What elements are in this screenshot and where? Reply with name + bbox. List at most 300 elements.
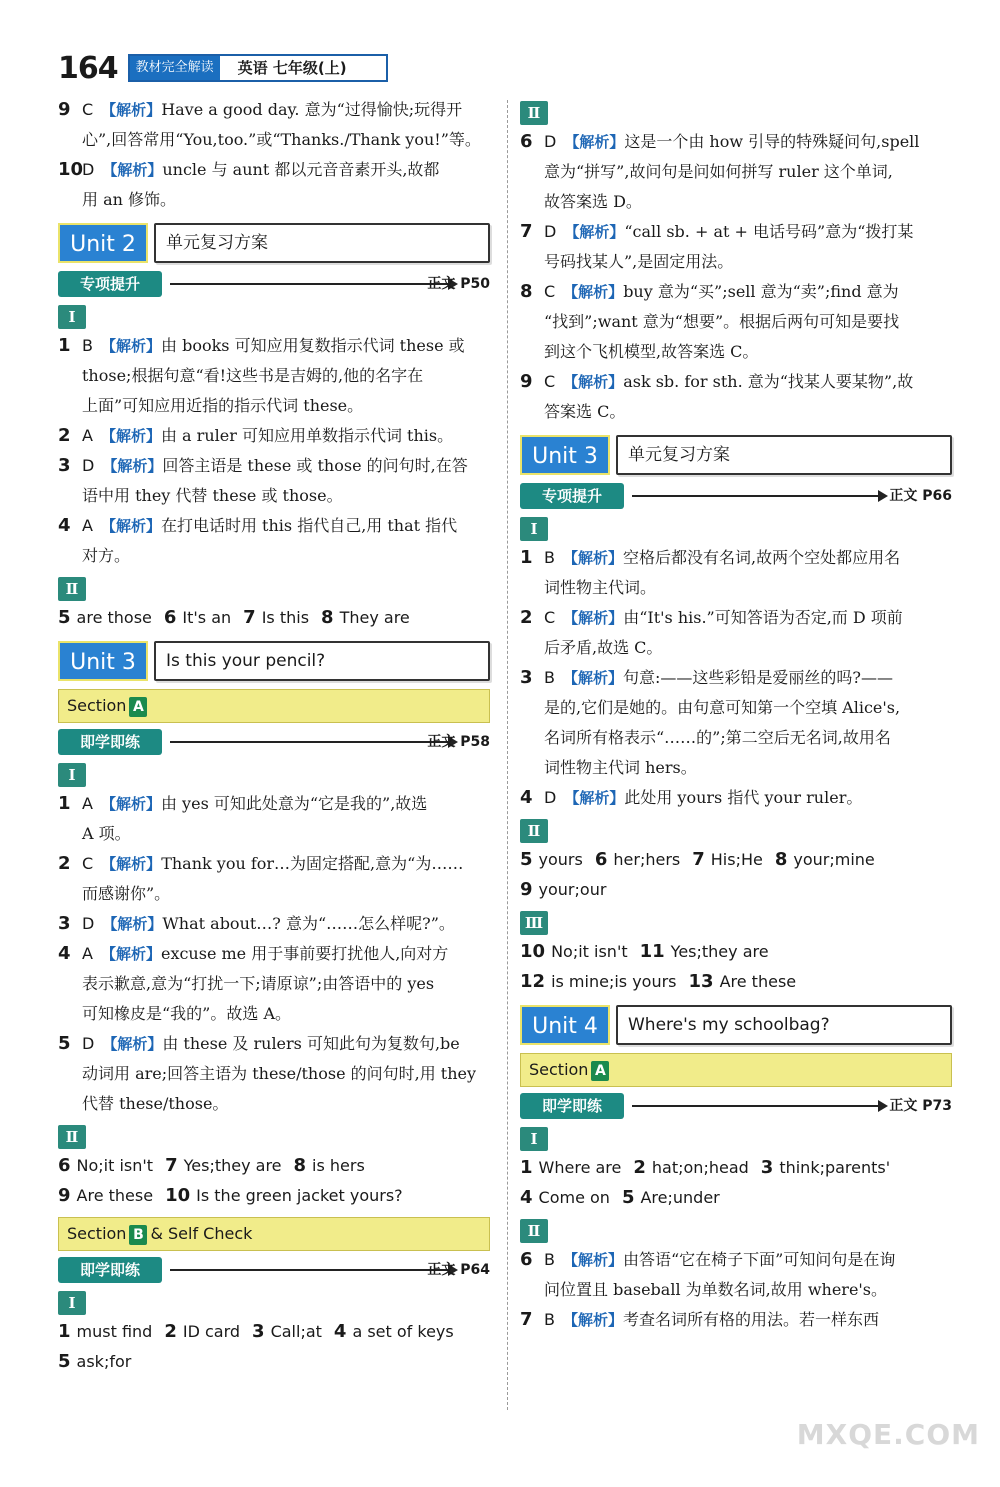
analysis-tag: 【解析】: [562, 1311, 623, 1329]
question-number: 1: [520, 1157, 533, 1178]
fill-answer-text: Are these: [76, 1186, 154, 1205]
question-number: 6: [594, 849, 608, 870]
fill-answer: [520, 972, 677, 991]
fill-answer: [294, 1156, 365, 1175]
fill-answer: [640, 942, 769, 961]
analysis-text: 考查名词所有格的用法。若一样东西: [623, 1310, 880, 1329]
answer-item: [520, 543, 952, 573]
fill-answer: [761, 1158, 890, 1177]
answer-item: [58, 421, 490, 451]
question-number: 2: [520, 607, 533, 628]
fill-answer-text: No;it isn't: [551, 942, 628, 961]
subsection-banner: [520, 1093, 952, 1121]
analysis-continuation: 名词所有格表示“……的”;第二空后无名词,故用名: [544, 728, 891, 747]
part-label: Ⅱ: [58, 1125, 86, 1149]
part-label: Ⅲ: [520, 911, 548, 935]
fill-answer-row: [58, 1151, 490, 1181]
fill-answer-text: think;parents': [779, 1158, 891, 1177]
watermark: MXQE.COM: [796, 1418, 980, 1451]
fill-answer-text: ID card: [182, 1322, 241, 1341]
fill-answer-text: Is this: [261, 608, 310, 627]
subsection-label: 专项提升: [58, 271, 162, 297]
answer-letter: D: [82, 160, 95, 179]
book-title: 英语 七年级(上): [220, 56, 386, 80]
unit-banner: [58, 223, 490, 263]
analysis-tag: 【解析】: [101, 855, 162, 873]
fill-answer-text: is hers: [312, 1156, 365, 1175]
part-label: Ⅰ: [520, 1127, 548, 1151]
analysis-text: uncle 与 aunt 都以元音音素开头,故都: [162, 160, 440, 179]
answer-letter: D: [82, 914, 95, 933]
question-number: 8: [321, 607, 334, 628]
subsection-banner: [58, 1257, 490, 1285]
unit-title: Is this your pencil?: [154, 641, 490, 681]
answer-letter: A: [82, 794, 93, 813]
answer-item: [58, 155, 490, 185]
answer-letter: B: [544, 548, 555, 567]
part-label: Ⅱ: [520, 1219, 548, 1243]
unit-label: Unit 4: [520, 1005, 610, 1045]
analysis-continuation: 问位置且 baseball 为单数名词,故用 where's。: [544, 1280, 888, 1299]
question-number: 6: [520, 1249, 533, 1270]
question-number: 8: [774, 849, 788, 870]
analysis-text: 此处用 yours 指代 your ruler。: [624, 788, 863, 807]
fill-answer-text: No;it isn't: [76, 1156, 154, 1175]
fill-answer: [520, 942, 628, 961]
question-number: 6: [58, 1155, 71, 1176]
section-word: Section: [67, 696, 127, 715]
question-number: 11: [639, 941, 665, 962]
analysis-tag: 【解析】: [563, 283, 624, 301]
answer-item: [58, 95, 490, 125]
fill-answer-text: hat;on;head: [651, 1158, 749, 1177]
answer-item: [58, 1029, 490, 1059]
part-label: Ⅰ: [58, 305, 86, 329]
fill-answer: [334, 1322, 454, 1341]
fill-answer: [164, 1322, 240, 1341]
answer-item: [520, 217, 952, 247]
fill-answer: [165, 1156, 281, 1175]
fill-answers: [58, 1317, 490, 1377]
fill-answer: [595, 850, 680, 869]
answer-letter: C: [82, 854, 94, 873]
fill-answer-row: [520, 875, 952, 905]
answer-letter: B: [544, 1250, 555, 1269]
arrow-line: [170, 1269, 452, 1271]
analysis-tag: 【解析】: [562, 1251, 623, 1269]
page-number: 164: [58, 50, 118, 86]
page-reference: 正文 P64: [427, 1262, 490, 1278]
answer-letter: C: [82, 100, 94, 119]
analysis-text: 由 yes 可知此处意为“它是我的”,故选: [160, 794, 428, 813]
intro-answers: [58, 95, 490, 215]
fill-answer-text: Come on: [538, 1188, 610, 1207]
answer-item: [520, 1305, 952, 1335]
unit-title: 单元复习方案: [616, 435, 952, 475]
part-label: Ⅰ: [58, 1291, 86, 1315]
question-number: 2: [633, 1157, 646, 1178]
fill-answer-text: must find: [76, 1322, 153, 1341]
answer-letter: C: [544, 282, 556, 301]
question-number: 8: [293, 1155, 307, 1176]
fill-answer: [520, 1158, 621, 1177]
subsection-banner: [520, 483, 952, 511]
analysis-text: Have a good day. 意为“过得愉快;玩得开: [161, 100, 463, 119]
analysis-continuation: 故答案选 D。: [544, 192, 642, 211]
section-word: Section: [67, 1224, 127, 1243]
question-number: 9: [520, 879, 533, 900]
question-number: 1: [58, 1321, 71, 1342]
fill-answer-row: [520, 845, 952, 875]
fill-answer-text: Call;at: [270, 1322, 322, 1341]
analysis-tag: 【解析】: [562, 669, 623, 687]
analysis-continuation: A 项。: [82, 824, 131, 843]
question-number: 3: [58, 455, 71, 476]
subsection-banner: [58, 729, 490, 757]
fill-answer-text: They are: [339, 608, 410, 627]
analysis-text: excuse me 用于事前要打扰他人,向对方: [160, 944, 449, 963]
arrow-line: [632, 495, 882, 497]
question-number: 7: [243, 607, 256, 628]
answer-letter: D: [544, 132, 557, 151]
question-number: 12: [520, 971, 546, 992]
fill-answer-row: [520, 967, 952, 997]
analysis-tag: 【解析】: [100, 337, 161, 355]
fill-answer-row: [58, 1317, 490, 1347]
question-number: 5: [520, 849, 533, 870]
fill-answer: [321, 608, 410, 627]
question-number: 10: [520, 941, 546, 962]
book-series: 教材完全解读: [130, 56, 220, 80]
fill-answer: [622, 1188, 720, 1207]
fill-answers: [520, 1153, 952, 1213]
answer-letter: B: [544, 668, 555, 687]
unit-label: Unit 3: [58, 641, 148, 681]
analysis-continuation: 心”,回答常用“You,too.”或“Thanks./Thank you!”等。: [82, 130, 481, 149]
fill-answer: [520, 1188, 610, 1207]
answer-item: [58, 331, 490, 361]
fill-answer-row: [520, 1153, 952, 1183]
question-number: 1: [520, 547, 533, 568]
analysis-continuation: 上面”可知应用近指的指示代词 these。: [82, 396, 364, 415]
fill-answer-text: Yes;they are: [183, 1156, 282, 1175]
question-number: 8: [520, 281, 533, 302]
answer-letter: D: [544, 222, 557, 241]
fill-answer: [689, 972, 797, 991]
answer-list: [58, 331, 490, 571]
fill-answer-text: Where are: [538, 1158, 622, 1177]
answer-letter: D: [544, 788, 557, 807]
fill-answer: [243, 608, 309, 627]
fill-answer: [165, 1186, 403, 1205]
question-number: 2: [58, 853, 71, 874]
analysis-tag: 【解析】: [102, 457, 163, 475]
question-number: 4: [58, 943, 71, 964]
analysis-tag: 【解析】: [564, 223, 625, 241]
fill-answer: [58, 608, 152, 627]
fill-answers: [520, 845, 952, 905]
answer-list: [58, 789, 490, 1119]
question-number: 3: [58, 913, 71, 934]
analysis-continuation: 是的,它们是她的。由句意可知第一个空填 Alice's,: [544, 698, 901, 717]
answer-letter: A: [82, 516, 93, 535]
arrow-line: [170, 741, 452, 743]
analysis-text: 由答语“它在椅子下面”可知问句是在询: [623, 1250, 896, 1269]
fill-answer-row: [520, 937, 952, 967]
fill-answer-text: Are;under: [640, 1188, 720, 1207]
question-number: 2: [58, 425, 71, 446]
part-label: Ⅱ: [520, 101, 548, 125]
answer-letter: C: [544, 608, 556, 627]
analysis-tag: 【解析】: [564, 789, 625, 807]
answer-letter: D: [82, 456, 95, 475]
question-number: 7: [165, 1155, 178, 1176]
fill-answers: [58, 603, 490, 633]
answer-list: [520, 543, 952, 813]
fill-answer-text: ask;for: [76, 1352, 132, 1371]
question-number: 4: [333, 1321, 347, 1342]
page-reference: 正文 P66: [889, 488, 952, 504]
answer-item: [520, 783, 952, 813]
analysis-continuation: 可知橡皮是“我的”。故选 A。: [82, 1004, 292, 1023]
question-number: 2: [164, 1321, 177, 1342]
analysis-text: 由“It's his.”可知答语为否定,而 D 项前: [623, 608, 903, 627]
analysis-text: 由 books 可知应用复数指示代词 these 或: [161, 336, 465, 355]
page-reference: 正文 P73: [889, 1098, 952, 1114]
question-number: 5: [58, 1351, 71, 1372]
fill-answer: [58, 1352, 131, 1371]
answer-item: [58, 451, 490, 481]
question-number: 5: [621, 1187, 635, 1208]
answer-item: [520, 663, 952, 693]
fill-answer: [520, 850, 583, 869]
analysis-continuation: 到这个飞机模型,故答案选 C。: [544, 342, 759, 361]
answer-item: [520, 367, 952, 397]
page-reference: 正文 P50: [427, 276, 490, 292]
question-number: 5: [58, 1033, 71, 1054]
analysis-text: 由 a ruler 可知应用单数指示代词 this。: [160, 426, 454, 445]
fill-answer: [692, 850, 763, 869]
unit-label: Unit 2: [58, 223, 148, 263]
question-number: 9: [58, 1185, 71, 1206]
left-column: [58, 95, 490, 1377]
question-number: 4: [520, 787, 533, 808]
page-header: [58, 50, 388, 86]
analysis-continuation: 答案选 C。: [544, 402, 626, 421]
analysis-tag: 【解析】: [100, 517, 161, 535]
analysis-text: Thank you for…为固定搭配,意为“为……: [161, 854, 464, 873]
answer-letter: C: [544, 372, 556, 391]
analysis-continuation: 词性物主代词 hers。: [544, 758, 697, 777]
answer-letter: A: [82, 944, 93, 963]
section-suffix: & Self Check: [150, 1224, 253, 1243]
fill-answer-text: Is the green jacket yours?: [196, 1186, 403, 1205]
analysis-text: buy 意为“买”;sell 意为“卖”;find 意为: [623, 282, 899, 301]
analysis-text: 空格后都没有名词,故两个空处都应用名: [623, 548, 901, 567]
analysis-tag: 【解析】: [100, 795, 161, 813]
section-bar: [520, 1053, 952, 1087]
part-label: Ⅰ: [520, 517, 548, 541]
question-number: 4: [58, 515, 71, 536]
subsection-label: 即学即练: [58, 729, 162, 755]
part-label: Ⅰ: [58, 763, 86, 787]
unit-title: Where's my schoolbag?: [616, 1005, 952, 1045]
analysis-tag: 【解析】: [100, 427, 161, 445]
unit-banner: [520, 435, 952, 475]
fill-answer-text: your;mine: [793, 850, 875, 869]
arrow-line: [632, 1105, 882, 1107]
fill-answer-row: [520, 1183, 952, 1213]
fill-answer-text: your;our: [538, 880, 607, 899]
analysis-tag: 【解析】: [562, 549, 623, 567]
fill-answer-row: [58, 1347, 490, 1377]
question-number: 4: [520, 1187, 533, 1208]
question-number: 9: [58, 99, 71, 120]
analysis-tag: 【解析】: [102, 915, 163, 933]
fill-answer-row: [58, 1181, 490, 1211]
fill-answer-text: Are these: [719, 972, 797, 991]
answer-item: [520, 1245, 952, 1275]
analysis-continuation: 动词用 are;回答主语为 these/those 的问句时,用 they: [82, 1064, 477, 1083]
fill-answer-text: yours: [538, 850, 583, 869]
question-number: 7: [520, 221, 533, 242]
analysis-continuation: 语中用 they 代替 these 或 those。: [82, 486, 343, 505]
answer-letter: B: [82, 336, 93, 355]
answer-item: [58, 849, 490, 879]
analysis-continuation: 用 an 修饰。: [82, 190, 177, 209]
fill-answer-text: are those: [76, 608, 152, 627]
answer-letter: B: [544, 1310, 555, 1329]
analysis-tag: 【解析】: [563, 373, 624, 391]
fill-answer-text: His;He: [710, 850, 763, 869]
analysis-continuation: 表示歉意,意为“打扰一下;请原谅”;由答语中的 yes: [82, 974, 435, 993]
question-number: 1: [58, 793, 71, 814]
fill-answer: [164, 608, 231, 627]
fill-answer: [775, 850, 875, 869]
section-letter: A: [129, 697, 147, 717]
fill-answer: [252, 1322, 322, 1341]
analysis-tag: 【解析】: [101, 101, 162, 119]
fill-answer: [58, 1186, 153, 1205]
fill-answer-text: her;hers: [613, 850, 681, 869]
question-number: 5: [58, 607, 71, 628]
analysis-tag: 【解析】: [102, 161, 163, 179]
answer-item: [58, 511, 490, 541]
part-label: Ⅱ: [58, 577, 86, 601]
answer-item: [58, 939, 490, 969]
page-reference: 正文 P58: [427, 734, 490, 750]
unit-banner: [520, 1005, 952, 1045]
answer-list: [520, 1245, 952, 1335]
answer-item: [520, 127, 952, 157]
fill-answers: [520, 937, 952, 997]
analysis-tag: 【解析】: [564, 133, 625, 151]
question-number: 1: [58, 335, 71, 356]
subsection-banner: [58, 271, 490, 299]
subsection-label: 即学即练: [520, 1093, 624, 1119]
question-number: 3: [520, 667, 533, 688]
arrow-head-icon: [878, 1100, 888, 1112]
fill-answer-row: [58, 603, 490, 633]
fill-answer-text: is mine;is yours: [551, 972, 677, 991]
fill-answer: [58, 1156, 153, 1175]
answer-letter: D: [82, 1034, 95, 1053]
analysis-continuation: 对方。: [82, 546, 131, 565]
unit-label: Unit 3: [520, 435, 610, 475]
analysis-text: 由 these 及 rulers 可知此句为复数句,be: [162, 1034, 460, 1053]
question-number: 3: [760, 1157, 774, 1178]
fill-answer-text: It's an: [182, 608, 232, 627]
section-letter: B: [129, 1225, 147, 1245]
unit-title: 单元复习方案: [154, 223, 490, 263]
question-number: 10: [165, 1185, 191, 1206]
unit-banner: [58, 641, 490, 681]
section-letter: A: [591, 1061, 609, 1081]
analysis-tag: 【解析】: [563, 609, 624, 627]
analysis-tag: 【解析】: [100, 945, 161, 963]
question-number: 9: [520, 371, 533, 392]
question-number: 10: [58, 159, 84, 180]
analysis-continuation: “找到”;want 意为“想要”。根据后两句可知是要找: [544, 312, 900, 331]
column-divider: [507, 100, 508, 1410]
answer-letter: A: [82, 426, 93, 445]
analysis-text: What about…? 意为“……怎么样呢?”。: [162, 914, 455, 933]
arrow-head-icon: [878, 490, 888, 502]
analysis-continuation: those;根据句意“看!这些书是吉姆的,他的名字在: [82, 366, 424, 385]
question-number: 13: [688, 971, 714, 992]
section-bar: [58, 1217, 490, 1251]
fill-answers: [58, 1151, 490, 1211]
right-column: [520, 95, 952, 1335]
fill-answer-text: a set of keys: [352, 1322, 454, 1341]
part-label: Ⅱ: [520, 819, 548, 843]
arrow-line: [170, 283, 452, 285]
analysis-continuation: 代替 these/those。: [82, 1094, 229, 1113]
analysis-text: “call sb. + at + 电话号码”意为“拨打某: [624, 222, 914, 241]
answer-item: [520, 603, 952, 633]
answer-item: [520, 277, 952, 307]
answer-item: [58, 909, 490, 939]
analysis-continuation: 号码找某人”,是固定用法。: [544, 252, 734, 271]
analysis-continuation: 而感谢你”。: [82, 884, 171, 903]
answer-item: [58, 789, 490, 819]
answer-list: [520, 127, 952, 427]
section-word: Section: [529, 1060, 589, 1079]
subsection-label: 即学即练: [58, 1257, 162, 1283]
section-bar: [58, 689, 490, 723]
analysis-text: 在打电话时用 this 指代自己,用 that 指代: [160, 516, 458, 535]
analysis-tag: 【解析】: [102, 1035, 163, 1053]
analysis-continuation: 词性物主代词。: [544, 578, 657, 597]
analysis-continuation: 后矛盾,故选 C。: [544, 638, 663, 657]
fill-answer: [633, 1158, 748, 1177]
analysis-text: ask sb. for sth. 意为“找某人要某物”,故: [623, 372, 914, 391]
fill-answer: [58, 1322, 152, 1341]
question-number: 7: [520, 1309, 533, 1330]
question-number: 7: [692, 849, 705, 870]
book-title-box: [128, 54, 388, 82]
analysis-text: 回答主语是 these 或 those 的问句时,在答: [162, 456, 468, 475]
analysis-continuation: 意为“拼写”,故问句是问如何拼写 ruler 这个单词,: [544, 162, 893, 181]
analysis-text: 句意:——这些彩铅是爱丽丝的吗?——: [623, 668, 893, 687]
subsection-label: 专项提升: [520, 483, 624, 509]
question-number: 6: [163, 607, 177, 628]
question-number: 6: [520, 131, 533, 152]
fill-answer-text: Yes;they are: [670, 942, 769, 961]
fill-answer: [520, 880, 606, 899]
question-number: 3: [252, 1321, 265, 1342]
analysis-text: 这是一个由 how 引导的特殊疑问句,spell: [624, 132, 920, 151]
